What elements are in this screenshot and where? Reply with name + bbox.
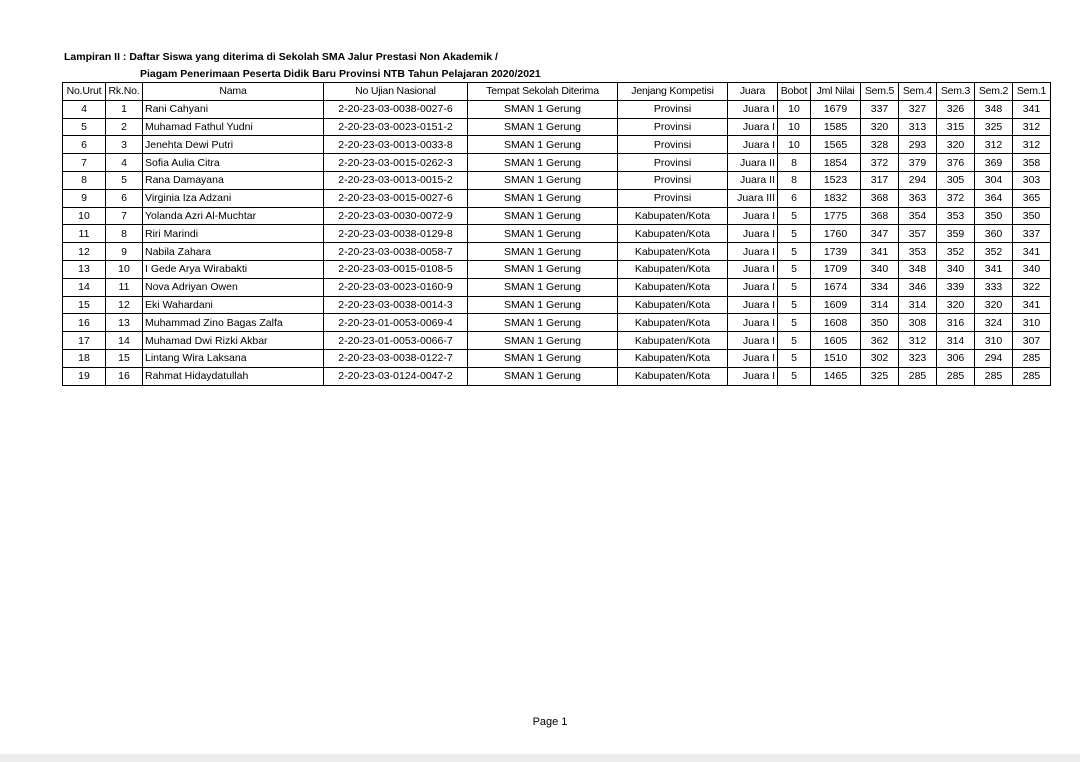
table-cell: SMAN 1 Gerung: [468, 189, 618, 207]
table-cell: 8: [778, 154, 811, 172]
table-cell: SMAN 1 Gerung: [468, 332, 618, 350]
table-cell: 2-20-23-03-0015-0262-3: [324, 154, 468, 172]
table-cell: 1: [106, 100, 143, 118]
column-header: Tempat Sekolah Diterima: [468, 83, 618, 101]
table-cell: 2-20-23-01-0053-0066-7: [324, 332, 468, 350]
table-cell: Juara I: [728, 118, 778, 136]
column-header: No.Urut: [63, 83, 106, 101]
table-cell: 320: [937, 136, 975, 154]
table-cell: SMAN 1 Gerung: [468, 260, 618, 278]
table-cell: 1605: [811, 332, 861, 350]
table-cell: 323: [899, 349, 937, 367]
table-cell: 352: [975, 243, 1013, 261]
table-cell: Yolanda Azri Al-Muchtar: [143, 207, 324, 225]
table-cell: Juara I: [728, 136, 778, 154]
table-cell: 6: [63, 136, 106, 154]
column-header: Jenjang Kompetisi: [618, 83, 728, 101]
table-cell: Nabila Zahara: [143, 243, 324, 261]
table-cell: 312: [899, 332, 937, 350]
table-cell: 2-20-23-03-0124-0047-2: [324, 367, 468, 385]
table-cell: 17: [63, 332, 106, 350]
table-cell: SMAN 1 Gerung: [468, 225, 618, 243]
table-row: [63, 136, 1051, 154]
table-cell: Juara I: [728, 296, 778, 314]
table-cell: 8: [63, 171, 106, 189]
student-table: [62, 82, 1051, 386]
table-cell: Provinsi: [618, 136, 728, 154]
table-cell: 341: [975, 260, 1013, 278]
table-cell: Kabupaten/Kota: [618, 332, 728, 350]
table-cell: 5: [778, 349, 811, 367]
table-cell: 315: [937, 118, 975, 136]
table-cell: 320: [975, 296, 1013, 314]
table-cell: Rahmat Hidaydatullah: [143, 367, 324, 385]
column-header: Nama: [143, 83, 324, 101]
table-cell: Juara I: [728, 349, 778, 367]
table-cell: 326: [937, 100, 975, 118]
table-cell: Kabupaten/Kota: [618, 225, 728, 243]
table-cell: 2-20-23-03-0023-0151-2: [324, 118, 468, 136]
viewer-bottom-bar: [0, 754, 1080, 762]
table-cell: SMAN 1 Gerung: [468, 207, 618, 225]
table-cell: 10: [63, 207, 106, 225]
table-cell: 1674: [811, 278, 861, 296]
table-cell: 2-20-23-03-0038-0014-3: [324, 296, 468, 314]
table-cell: 328: [861, 136, 899, 154]
table-cell: 327: [899, 100, 937, 118]
table-cell: 6: [778, 189, 811, 207]
table-cell: Juara I: [728, 243, 778, 261]
table-cell: Kabupaten/Kota: [618, 243, 728, 261]
table-cell: 12: [106, 296, 143, 314]
table-row: [63, 296, 1051, 314]
table-cell: SMAN 1 Gerung: [468, 243, 618, 261]
table-cell: 5: [63, 118, 106, 136]
document-heading: [64, 49, 541, 83]
column-header: Sem.3: [937, 83, 975, 101]
table-cell: 314: [899, 296, 937, 314]
column-header: Bobot: [778, 83, 811, 101]
table-cell: 320: [861, 118, 899, 136]
table-cell: 7: [106, 207, 143, 225]
column-header: Juara: [728, 83, 778, 101]
table-cell: Provinsi: [618, 171, 728, 189]
table-cell: SMAN 1 Gerung: [468, 296, 618, 314]
table-cell: 357: [899, 225, 937, 243]
table-cell: Juara I: [728, 100, 778, 118]
table-cell: 324: [975, 314, 1013, 332]
table-cell: 348: [975, 100, 1013, 118]
table-cell: Kabupaten/Kota: [618, 349, 728, 367]
table-body: [63, 100, 1051, 385]
table-cell: 5: [778, 278, 811, 296]
table-cell: 4: [106, 154, 143, 172]
table-cell: 360: [975, 225, 1013, 243]
table-cell: 333: [975, 278, 1013, 296]
table-cell: 337: [1013, 225, 1051, 243]
table-row: [63, 332, 1051, 350]
table-cell: 293: [899, 136, 937, 154]
table-cell: Kabupaten/Kota: [618, 296, 728, 314]
table-cell: 314: [937, 332, 975, 350]
table-cell: 10: [778, 118, 811, 136]
table-cell: SMAN 1 Gerung: [468, 367, 618, 385]
table-cell: SMAN 1 Gerung: [468, 278, 618, 296]
table-cell: 341: [1013, 100, 1051, 118]
table-cell: Juara I: [728, 225, 778, 243]
table-cell: Kabupaten/Kota: [618, 314, 728, 332]
table-cell: 322: [1013, 278, 1051, 296]
table-cell: 285: [937, 367, 975, 385]
table-cell: 341: [1013, 296, 1051, 314]
table-row: [63, 100, 1051, 118]
table-cell: Kabupaten/Kota: [618, 278, 728, 296]
table-cell: 11: [106, 278, 143, 296]
table-cell: I Gede Arya Wirabakti: [143, 260, 324, 278]
table-cell: Juara I: [728, 332, 778, 350]
table-cell: 5: [778, 314, 811, 332]
table-cell: Lintang Wira Laksana: [143, 349, 324, 367]
table-cell: SMAN 1 Gerung: [468, 171, 618, 189]
table-cell: Sofia Aulia Citra: [143, 154, 324, 172]
table-cell: 14: [106, 332, 143, 350]
table-cell: 6: [106, 189, 143, 207]
table-cell: 1608: [811, 314, 861, 332]
table-cell: 15: [63, 296, 106, 314]
table-cell: 325: [975, 118, 1013, 136]
table-row: [63, 314, 1051, 332]
table-cell: SMAN 1 Gerung: [468, 136, 618, 154]
column-header: Jml Nilai: [811, 83, 861, 101]
table-row: [63, 171, 1051, 189]
table-cell: 340: [861, 260, 899, 278]
table-cell: 1854: [811, 154, 861, 172]
table-cell: 2-20-23-03-0013-0015-2: [324, 171, 468, 189]
table-cell: 2: [106, 118, 143, 136]
table-cell: Nova Adriyan Owen: [143, 278, 324, 296]
table-cell: 368: [861, 189, 899, 207]
table-cell: 2-20-23-03-0038-0122-7: [324, 349, 468, 367]
table-cell: 312: [975, 136, 1013, 154]
table-cell: 2-20-23-03-0013-0033-8: [324, 136, 468, 154]
table-cell: 5: [778, 260, 811, 278]
table-row: [63, 189, 1051, 207]
table-cell: 337: [861, 100, 899, 118]
table-cell: 10: [106, 260, 143, 278]
table-cell: Riri Marindi: [143, 225, 324, 243]
table-cell: 12: [63, 243, 106, 261]
table-cell: 1832: [811, 189, 861, 207]
table-cell: 1760: [811, 225, 861, 243]
table-cell: 2-20-23-03-0015-0027-6: [324, 189, 468, 207]
table-cell: Kabupaten/Kota: [618, 367, 728, 385]
table-cell: 310: [975, 332, 1013, 350]
table-cell: 341: [1013, 243, 1051, 261]
table-cell: 365: [1013, 189, 1051, 207]
table-cell: 379: [899, 154, 937, 172]
table-cell: 5: [778, 225, 811, 243]
table-cell: 364: [975, 189, 1013, 207]
column-header: Rk.No.: [106, 83, 143, 101]
table-cell: 7: [63, 154, 106, 172]
table-cell: 294: [975, 349, 1013, 367]
table-cell: 10: [778, 100, 811, 118]
table-cell: 10: [778, 136, 811, 154]
column-header: No Ujian Nasional: [324, 83, 468, 101]
table-row: [63, 243, 1051, 261]
table-cell: 2-20-23-03-0015-0108-5: [324, 260, 468, 278]
table-cell: 11: [63, 225, 106, 243]
table-cell: 320: [937, 296, 975, 314]
table-cell: 354: [899, 207, 937, 225]
table-row: [63, 207, 1051, 225]
table-cell: 16: [63, 314, 106, 332]
table-cell: 1565: [811, 136, 861, 154]
table-row: [63, 260, 1051, 278]
table-cell: Provinsi: [618, 189, 728, 207]
table-cell: Provinsi: [618, 154, 728, 172]
table-cell: 348: [899, 260, 937, 278]
table-cell: 2-20-23-03-0038-0129-8: [324, 225, 468, 243]
table-cell: Provinsi: [618, 100, 728, 118]
table-cell: 1585: [811, 118, 861, 136]
table-cell: 340: [937, 260, 975, 278]
column-header: Sem.5: [861, 83, 899, 101]
column-header: Sem.4: [899, 83, 937, 101]
table-row: [63, 349, 1051, 367]
table-cell: 2-20-23-03-0038-0027-6: [324, 100, 468, 118]
table-cell: 369: [975, 154, 1013, 172]
table-cell: 5: [778, 296, 811, 314]
table-cell: 363: [899, 189, 937, 207]
table-cell: Kabupaten/Kota: [618, 207, 728, 225]
table-cell: 8: [778, 171, 811, 189]
table-cell: Juara I: [728, 207, 778, 225]
table-cell: 2-20-23-03-0030-0072-9: [324, 207, 468, 225]
table-cell: 304: [975, 171, 1013, 189]
table-cell: 372: [937, 189, 975, 207]
table-cell: 308: [899, 314, 937, 332]
table-cell: 2-20-23-03-0023-0160-9: [324, 278, 468, 296]
table-cell: 302: [861, 349, 899, 367]
table-cell: 305: [937, 171, 975, 189]
table-cell: SMAN 1 Gerung: [468, 118, 618, 136]
table-cell: 307: [1013, 332, 1051, 350]
table-cell: Provinsi: [618, 118, 728, 136]
table-cell: 3: [106, 136, 143, 154]
table-cell: Kabupaten/Kota: [618, 260, 728, 278]
table-cell: Juara II: [728, 154, 778, 172]
table-cell: 362: [861, 332, 899, 350]
table-cell: Juara III: [728, 189, 778, 207]
table-cell: 5: [778, 207, 811, 225]
table-cell: 5: [778, 243, 811, 261]
table-cell: Juara I: [728, 314, 778, 332]
table-row: [63, 225, 1051, 243]
table-cell: 13: [106, 314, 143, 332]
table-cell: 312: [1013, 118, 1051, 136]
table-cell: Muhamad Fathul Yudni: [143, 118, 324, 136]
table-cell: 1510: [811, 349, 861, 367]
table-cell: 352: [937, 243, 975, 261]
table-cell: 5: [778, 332, 811, 350]
table-cell: Rana Damayana: [143, 171, 324, 189]
table-cell: 325: [861, 367, 899, 385]
table-cell: Juara I: [728, 367, 778, 385]
table-cell: 312: [1013, 136, 1051, 154]
column-header: Sem.2: [975, 83, 1013, 101]
table-cell: 18: [63, 349, 106, 367]
table-cell: 1709: [811, 260, 861, 278]
table-cell: Juara I: [728, 278, 778, 296]
table-cell: 317: [861, 171, 899, 189]
table-cell: 285: [1013, 349, 1051, 367]
table-cell: 1465: [811, 367, 861, 385]
table-cell: 294: [899, 171, 937, 189]
table-cell: 13: [63, 260, 106, 278]
table-cell: 346: [899, 278, 937, 296]
table-cell: 341: [861, 243, 899, 261]
heading-line-1: Lampiran II : Daftar Siswa yang diterima di Sekolah SMA Jalur Prestasi Non Akademik /: [64, 51, 498, 63]
table-row: [63, 118, 1051, 136]
table-cell: 5: [106, 171, 143, 189]
table-cell: 313: [899, 118, 937, 136]
table-cell: 5: [778, 367, 811, 385]
table-cell: 9: [63, 189, 106, 207]
table-cell: 1523: [811, 171, 861, 189]
table-cell: 19: [63, 367, 106, 385]
table-cell: 1679: [811, 100, 861, 118]
table-cell: 9: [106, 243, 143, 261]
table-cell: Juara II: [728, 171, 778, 189]
table-cell: SMAN 1 Gerung: [468, 349, 618, 367]
table-cell: Juara I: [728, 260, 778, 278]
table-cell: 376: [937, 154, 975, 172]
table-cell: 310: [1013, 314, 1051, 332]
table-cell: 359: [937, 225, 975, 243]
table-cell: 350: [1013, 207, 1051, 225]
table-cell: 303: [1013, 171, 1051, 189]
table-cell: 347: [861, 225, 899, 243]
table-cell: 306: [937, 349, 975, 367]
table-row: [63, 278, 1051, 296]
table-row: [63, 367, 1051, 385]
table-cell: 372: [861, 154, 899, 172]
table-cell: 314: [861, 296, 899, 314]
table-header-row: [63, 83, 1051, 101]
table-cell: Virginia Iza Adzani: [143, 189, 324, 207]
table-cell: SMAN 1 Gerung: [468, 100, 618, 118]
table-cell: 285: [975, 367, 1013, 385]
table-cell: 340: [1013, 260, 1051, 278]
table-cell: 285: [1013, 367, 1051, 385]
table-cell: 4: [63, 100, 106, 118]
table-cell: 14: [63, 278, 106, 296]
table-cell: 368: [861, 207, 899, 225]
table-cell: 350: [975, 207, 1013, 225]
table-cell: 285: [899, 367, 937, 385]
table-cell: 350: [861, 314, 899, 332]
table-cell: SMAN 1 Gerung: [468, 154, 618, 172]
table-cell: 1609: [811, 296, 861, 314]
table-cell: 16: [106, 367, 143, 385]
table-cell: 2-20-23-03-0038-0058-7: [324, 243, 468, 261]
table-cell: 358: [1013, 154, 1051, 172]
table-cell: SMAN 1 Gerung: [468, 314, 618, 332]
table-cell: Eki Wahardani: [143, 296, 324, 314]
heading-line-2: Piagam Penerimaan Peserta Didik Baru Provinsi NTB Tahun Pelajaran 2020/2021: [140, 68, 541, 80]
table-cell: Rani Cahyani: [143, 100, 324, 118]
page-number: Page 1: [532, 716, 568, 728]
table-cell: 353: [899, 243, 937, 261]
table-cell: Muhamad Dwi Rizki Akbar: [143, 332, 324, 350]
table-cell: 15: [106, 349, 143, 367]
table-cell: 8: [106, 225, 143, 243]
table-cell: Muhammad Zino Bagas Zalfa: [143, 314, 324, 332]
table-cell: 353: [937, 207, 975, 225]
table-cell: 1775: [811, 207, 861, 225]
table-cell: 2-20-23-01-0053-0069-4: [324, 314, 468, 332]
table-cell: 339: [937, 278, 975, 296]
table-cell: 316: [937, 314, 975, 332]
table-cell: Jenehta Dewi Putri: [143, 136, 324, 154]
table-cell: 334: [861, 278, 899, 296]
table-row: [63, 154, 1051, 172]
column-header: Sem.1: [1013, 83, 1051, 101]
table-cell: 1739: [811, 243, 861, 261]
